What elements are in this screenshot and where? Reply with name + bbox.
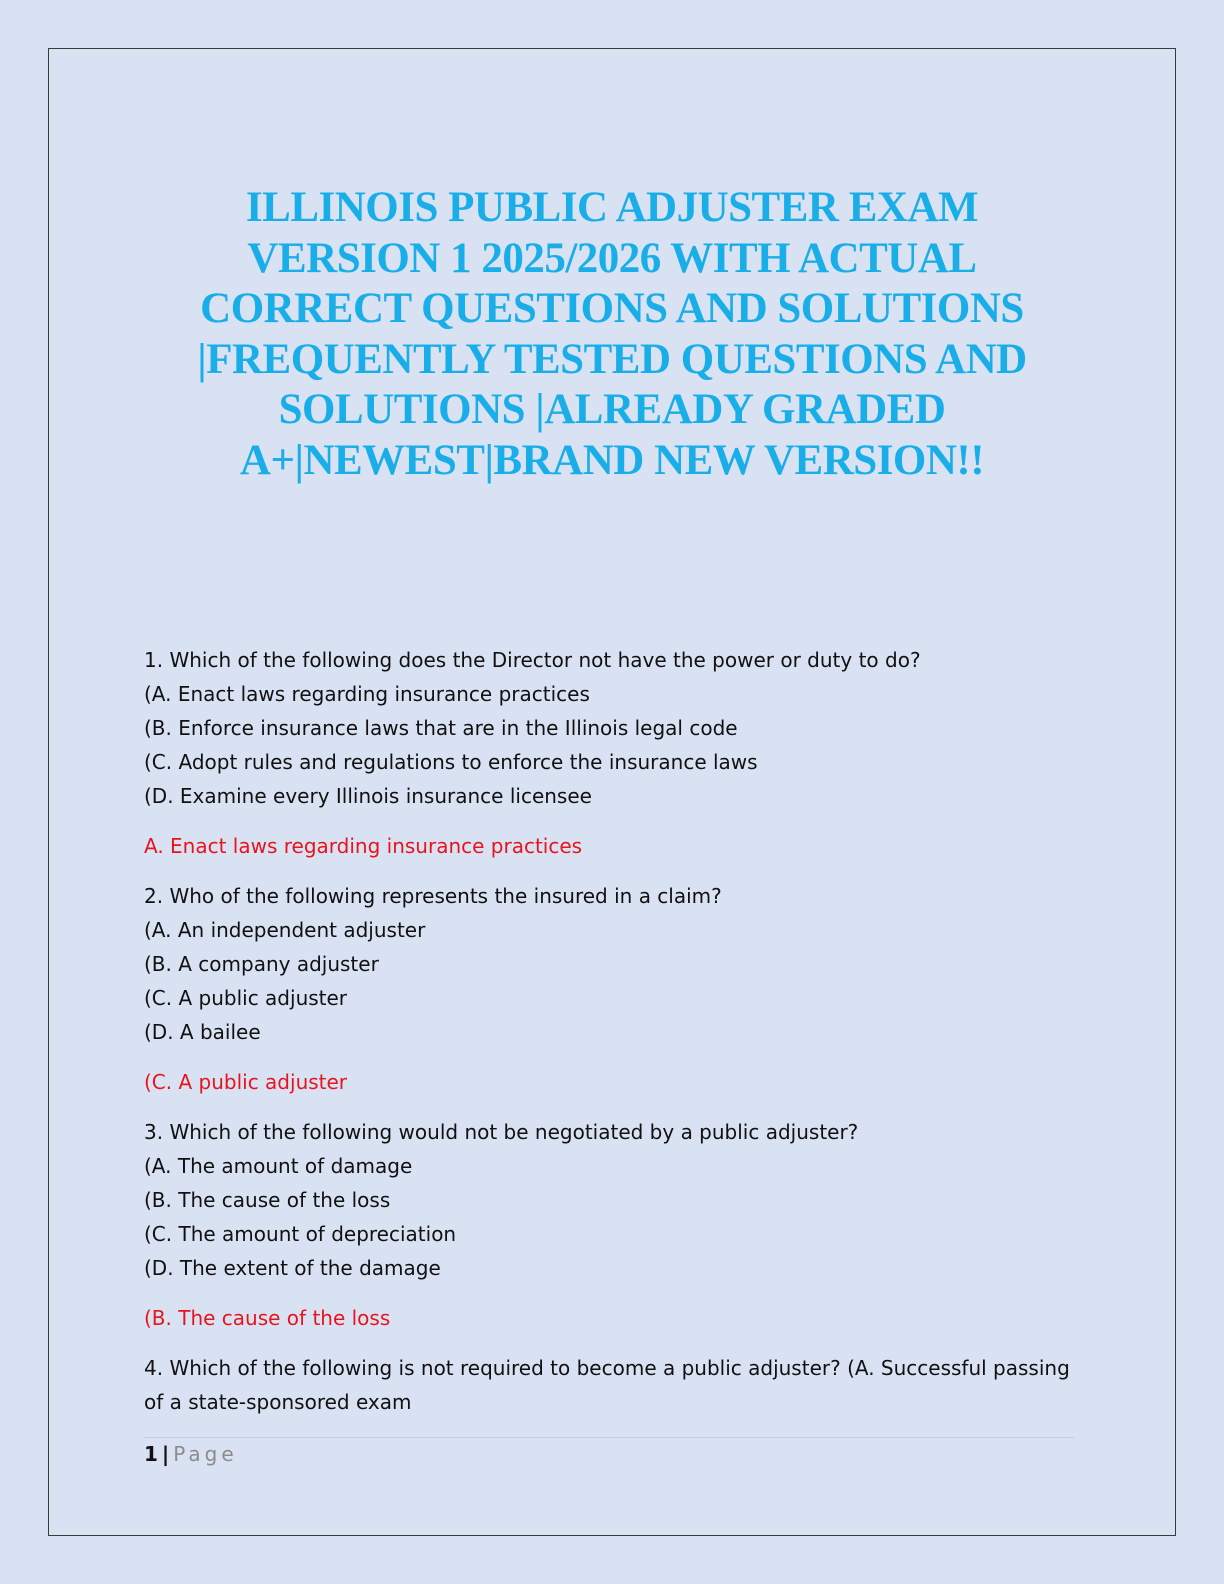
- footer-divider: [144, 1437, 1074, 1438]
- question-text: 2. Who of the following represents the insured in a claim?: [144, 884, 722, 908]
- question-block-4: [144, 1351, 1084, 1419]
- option-b: (B. The cause of the loss: [144, 1188, 391, 1212]
- page-label: Page: [173, 1442, 238, 1466]
- option-b: (B. Enforce insurance laws that are in the Illinois legal code: [144, 716, 738, 740]
- question-text: 4. Which of the following is not required to become a public adjuster? (A. Successful passing of a state-sponsored exam: [144, 1356, 1070, 1414]
- title-line: ILLINOIS PUBLIC ADJUSTER EXAM: [245, 184, 979, 231]
- question-block-1: [144, 643, 1084, 863]
- title-line: |FREQUENTLY TESTED QUESTIONS AND: [197, 335, 1027, 383]
- footer-separator: |: [161, 1442, 170, 1466]
- option-a: (A. The amount of damage: [144, 1154, 413, 1178]
- question-block-2: [144, 879, 1084, 1099]
- page-number: 1: [144, 1442, 158, 1466]
- option-c: (C. Adopt rules and regulations to enforce the insurance laws: [144, 750, 758, 774]
- option-d: (D. The extent of the damage: [144, 1256, 441, 1280]
- page-footer: [144, 1440, 238, 1468]
- answer-text: (C. A public adjuster: [144, 1070, 348, 1094]
- title-line: A+|NEWEST|BRAND NEW VERSION!!: [239, 436, 985, 484]
- option-a: (A. Enact laws regarding insurance practices: [144, 682, 590, 706]
- option-a: (A. An independent adjuster: [144, 918, 426, 942]
- question-text: 3. Which of the following would not be negotiated by a public adjuster?: [144, 1120, 859, 1144]
- question-block-3: [144, 1115, 1084, 1335]
- title-line: VERSION 1 2025/2026 WITH ACTUAL: [247, 234, 977, 282]
- option-d: (D. A bailee: [144, 1020, 261, 1044]
- option-d: (D. Examine every Illinois insurance licensee: [144, 784, 592, 808]
- answer-text: A. Enact laws regarding insurance practices: [144, 834, 583, 858]
- questions-section: [144, 643, 1084, 1419]
- question-text: 1. Which of the following does the Director not have the power or duty to do?: [144, 648, 921, 672]
- answer-text: (B. The cause of the loss: [144, 1306, 391, 1330]
- document-title: [120, 183, 1104, 486]
- title-line: CORRECT QUESTIONS AND SOLUTIONS: [200, 285, 1024, 332]
- option-b: (B. A company adjuster: [144, 952, 379, 976]
- option-c: (C. A public adjuster: [144, 986, 348, 1010]
- title-line: SOLUTIONS |ALREADY GRADED: [278, 386, 946, 433]
- option-c: (C. The amount of depreciation: [144, 1222, 457, 1246]
